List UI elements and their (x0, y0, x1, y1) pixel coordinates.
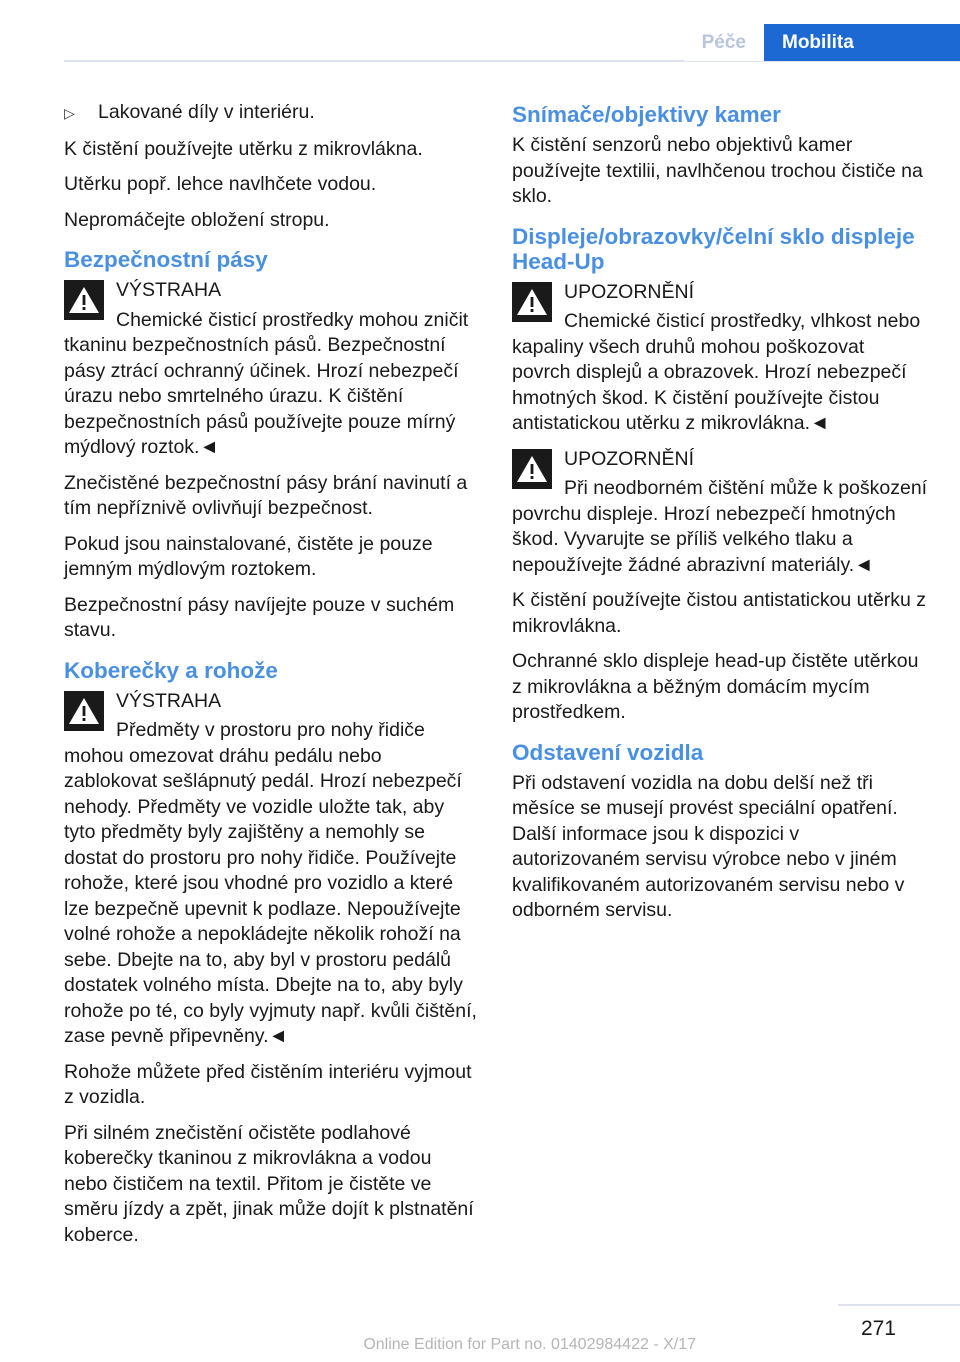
warning-title: VÝSTRAHA (116, 279, 222, 301)
paragraph: Pokud jsou nainstalované, čistěte je pouze jemným mýdlovým roztokem. (64, 532, 433, 580)
paragraph: K čistění používejte utěrku z mikrovlákna. (64, 137, 423, 160)
paragraph: Ochranné sklo displeje head-up čistěte utěrkou z mikrovlákna a běžným domácím mycím prostředkem. (512, 650, 919, 723)
paragraph: K čistění používejte čistou antistatickou utěrku z mikrovlákna. (512, 589, 927, 637)
warning-triangle-icon (64, 280, 104, 320)
warning-title: VÝSTRAHA (116, 689, 222, 712)
tab-care[interactable]: Péče (684, 24, 764, 61)
caution-title: UPOZORNĚNÍ (564, 447, 695, 470)
list-item-text: Lakované díly v interiéru. (98, 101, 315, 123)
caution-text: Chemické čisticí prostředky, vlhkost nebo kapaliny všech druhů mohou poškozovat povrch displejů a obrazovek. Hrozí nebezpečí hmotných škod. K čistění používejte čistou antistatickou utěrku z mikrovlákna.◄ (512, 310, 921, 434)
warning-triangle-icon (512, 282, 552, 322)
paragraph: Při silném znečistění očistěte podlahové koberečky tkaninou z mikrovlákna a vodou nebo čističem na textil. Přitom je čistěte ve směru jízdy a zpět, jinak může dojít k plstnatění koberce. (64, 1121, 474, 1246)
paragraph: Nepromáčejte obložení stropu. (64, 208, 330, 231)
right-column (512, 100, 928, 934)
paragraph: K čistění senzorů nebo objektivů kamer používejte textilii, navlhčenou trochou čističe na sklo. (512, 134, 923, 207)
paragraph: Rohože můžete před čistěním interiéru vyjmout z vozidla. (64, 1060, 472, 1108)
warning-block (64, 689, 480, 1050)
section-tabs (684, 24, 960, 61)
caution-title: UPOZORNĚNÍ (564, 280, 695, 303)
section-heading-cameras: Snímače/objektivy kamer (512, 102, 781, 127)
paragraph: Utěrku popř. lehce navlhčete vodou. (64, 173, 377, 195)
paragraph: Znečistěné bezpečnostní pásy brání navinutí a tím nepříznivě ovlivňují bezpečnost. (64, 471, 468, 519)
caution-text: Při neodborném čištění může k poškození povrchu displeje. Hrozí nebezpečí hmotných škod. Vyvarujte se příliš velkého tlaku a nepoužívejte žádné abrazivní materiály.◄ (512, 477, 928, 576)
list-item (64, 100, 480, 127)
left-column (64, 100, 480, 1258)
footer-rule (838, 1304, 960, 1306)
triangle-bullet-icon: ▷ (64, 105, 75, 121)
section-heading-displays: Displeje/obrazovky/čelní sklo displeje Head-Up (512, 223, 915, 274)
section-heading-parking: Odstavení vozidla (512, 739, 704, 765)
warning-block (64, 278, 480, 461)
warning-triangle-icon (512, 449, 552, 489)
warning-text: Chemické čisticí prostředky mohou zničit tkaninu bezpečnostních pásů. Bezpečnostní pásy ztrácí ochranný účinek. Hrozí nebezpečí úrazu nebo smrtelného úrazu. K čištění bezpečnostních pásů používejte pouze mírný mýdlový roztok.◄ (64, 308, 469, 458)
tab-mobility[interactable]: Mobilita (764, 24, 960, 61)
caution-block (512, 447, 928, 579)
warning-text: Předměty v prostoru pro nohy řidiče mohou omezovat dráhu pedálu nebo zablokovat sešlápnutý pedál. Hrozí nebezpečí nehody. Předměty ve vozidle uložte tak, aby tyto předměty byly zajištěny a nemohly se dostat do prostoru pro nohy řidiče. Používejte rohože, které jsou vhodné pro vozidlo a které lze bezpečně upevnit k podlaze. Nepoužívejte volné rohože a nepokládejte několik rohoží na sebe. Dbejte na to, aby byl v prostoru pedálů dostatek volného místa. Dbejte na to, aby byly rohože po té, co byly vyjmuty např. kvůli čištění, zase pevně připevněny.◄ (64, 719, 477, 1047)
section-heading-mats: Koberečky a rohože (64, 657, 278, 683)
paragraph: Při odstavení vozidla na dobu delší než tři měsíce se musejí provést speciální opatření. Další informace jsou k dispozici v autorizovaném servisu výrobce nebo v jiném kvalifikovaném autorizovaném servisu nebo v odborném servisu. (512, 771, 905, 921)
edition-note: Online Edition for Part no. 01402984422 - X/17 (363, 1336, 696, 1353)
caution-block (512, 280, 928, 437)
section-heading-belts: Bezpečnostní pásy (64, 247, 268, 272)
page-number: 271 (860, 1317, 896, 1340)
warning-triangle-icon (64, 691, 104, 731)
paragraph: Bezpečnostní pásy navíjejte pouze v suchém stavu. (64, 593, 455, 641)
